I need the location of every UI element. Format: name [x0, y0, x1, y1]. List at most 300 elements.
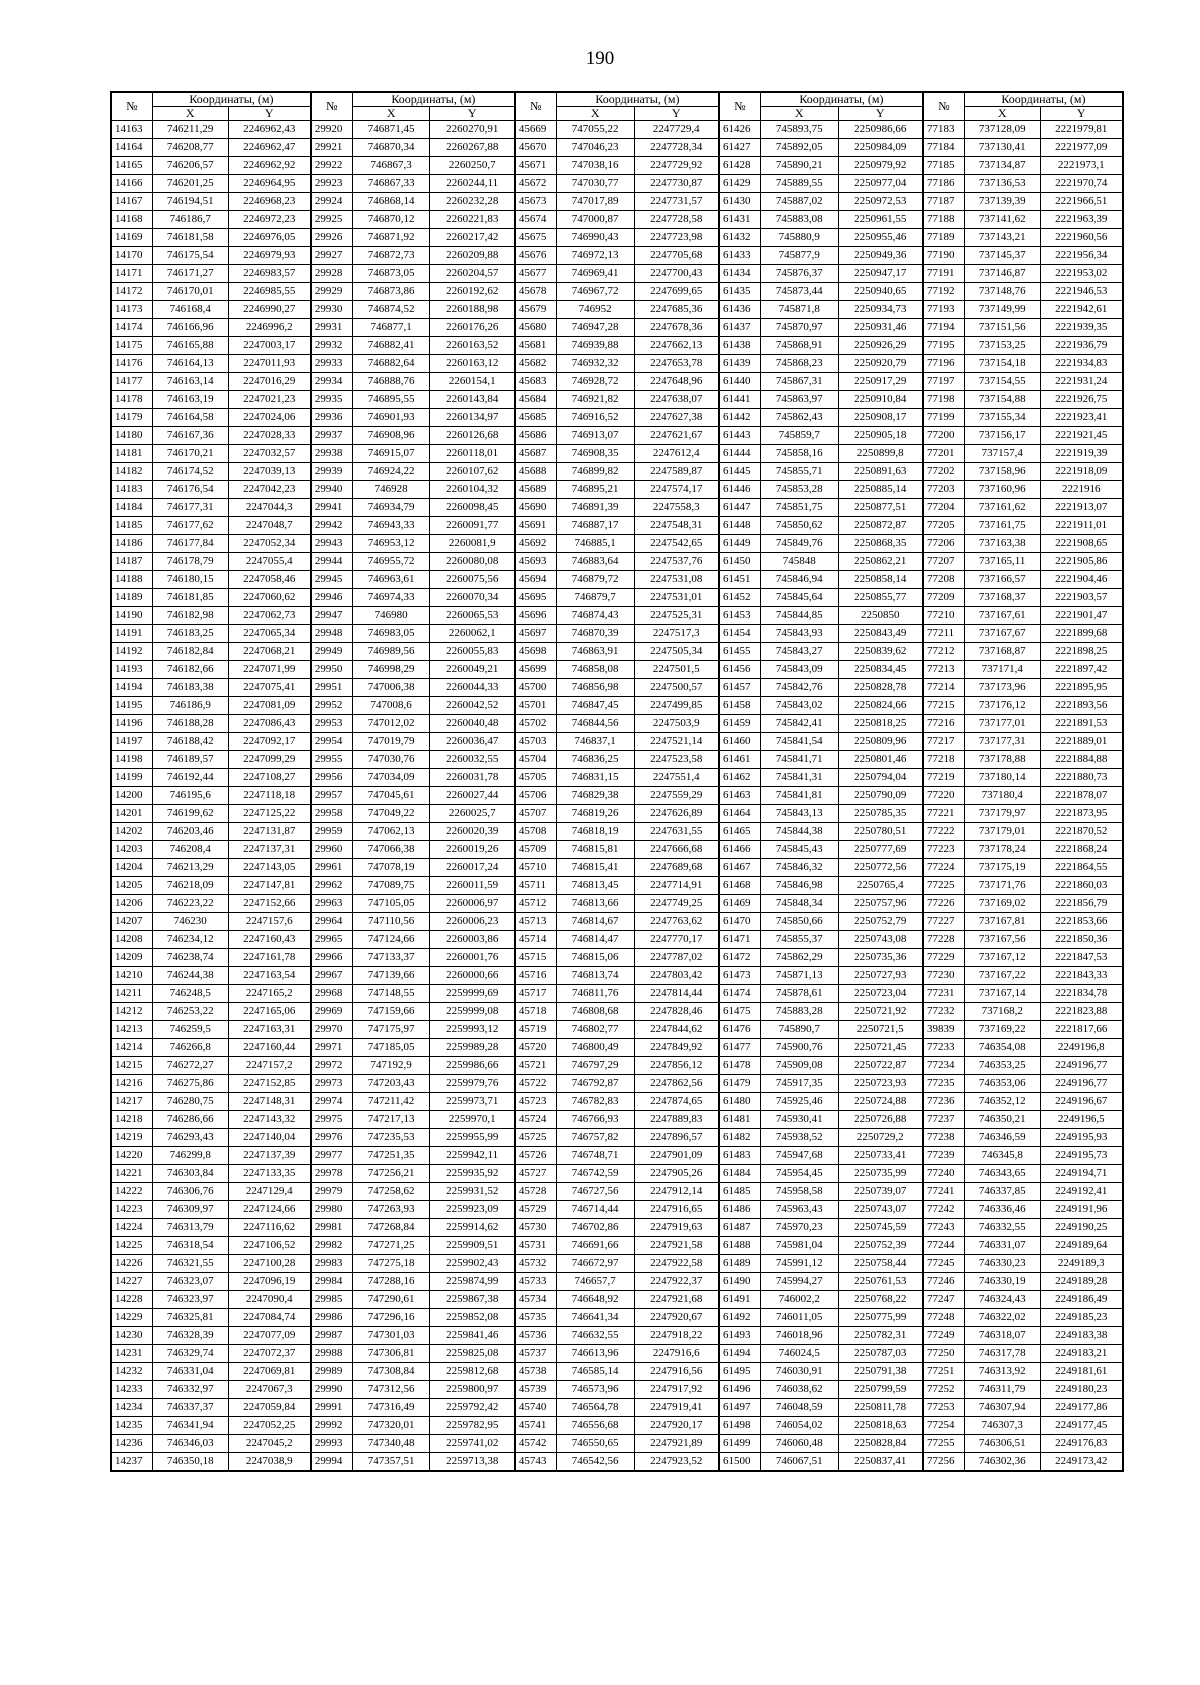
point-number-cell: 77238	[923, 1129, 964, 1147]
y-coordinate-cell: 2221864,55	[1040, 859, 1123, 877]
y-coordinate-cell: 2260081,9	[430, 535, 515, 553]
x-coordinate-cell: 747301,03	[352, 1327, 430, 1345]
table-row	[111, 589, 1123, 607]
y-coordinate-cell: 2250723,93	[838, 1075, 923, 1093]
table-row	[111, 913, 1123, 931]
y-coordinate-cell: 2250752,79	[838, 913, 923, 931]
x-coordinate-cell: 746199,62	[152, 805, 228, 823]
y-coordinate-cell: 2247052,25	[228, 1417, 311, 1435]
x-coordinate-cell: 746934,79	[352, 499, 430, 517]
y-coordinate-cell: 2250768,22	[838, 1291, 923, 1309]
y-coordinate-cell: 2247055,4	[228, 553, 311, 571]
x-coordinate-cell: 745855,37	[760, 931, 838, 949]
x-coordinate-cell: 746208,77	[152, 139, 228, 157]
point-number-cell: 14176	[111, 355, 152, 373]
table-row	[111, 1273, 1123, 1291]
x-coordinate-cell: 746331,04	[152, 1363, 228, 1381]
x-coordinate-cell: 737154,88	[964, 391, 1040, 409]
point-number-cell: 45701	[515, 697, 556, 715]
x-coordinate-cell: 745849,76	[760, 535, 838, 553]
point-number-cell: 29932	[311, 337, 352, 355]
point-number-cell: 45690	[515, 499, 556, 517]
y-coordinate-cell: 2247901,09	[634, 1147, 719, 1165]
x-coordinate-cell: 737167,14	[964, 985, 1040, 1003]
y-coordinate-cell: 2247523,58	[634, 751, 719, 769]
y-coordinate-cell: 2249196,8	[1040, 1039, 1123, 1057]
point-number-cell: 29938	[311, 445, 352, 463]
y-coordinate-cell: 2249191,96	[1040, 1201, 1123, 1219]
point-number-cell: 45699	[515, 661, 556, 679]
point-number-cell: 14188	[111, 571, 152, 589]
x-coordinate-cell: 746280,75	[152, 1093, 228, 1111]
y-coordinate-cell: 2250721,45	[838, 1039, 923, 1057]
x-coordinate-cell: 745843,02	[760, 697, 838, 715]
x-coordinate-cell: 737156,17	[964, 427, 1040, 445]
point-number-cell: 61432	[719, 229, 760, 247]
x-coordinate-cell: 745858,16	[760, 445, 838, 463]
y-coordinate-cell: 2247705,68	[634, 247, 719, 265]
y-coordinate-cell: 2247678,36	[634, 319, 719, 337]
point-number-cell: 29933	[311, 355, 352, 373]
y-coordinate-cell: 2221919,39	[1040, 445, 1123, 463]
point-number-cell: 61471	[719, 931, 760, 949]
x-coordinate-cell: 746757,82	[556, 1129, 634, 1147]
point-number-cell: 29948	[311, 625, 352, 643]
x-coordinate-cell: 746352,12	[964, 1093, 1040, 1111]
point-number-cell: 29992	[311, 1417, 352, 1435]
point-number-cell: 61485	[719, 1183, 760, 1201]
x-coordinate-cell: 745871,13	[760, 967, 838, 985]
point-number-cell: 77236	[923, 1093, 964, 1111]
x-coordinate-cell: 745853,28	[760, 481, 838, 499]
x-coordinate-cell: 746332,55	[964, 1219, 1040, 1237]
table-row	[111, 895, 1123, 913]
y-coordinate-cell: 2250743,08	[838, 931, 923, 949]
y-coordinate-cell: 2250862,21	[838, 553, 923, 571]
x-coordinate-cell: 746168,4	[152, 301, 228, 319]
y-coordinate-cell: 2250828,78	[838, 679, 923, 697]
point-number-cell: 29927	[311, 247, 352, 265]
x-coordinate-cell: 746932,32	[556, 355, 634, 373]
x-coordinate-cell: 746847,45	[556, 697, 634, 715]
y-coordinate-cell: 2221868,24	[1040, 841, 1123, 859]
y-coordinate-cell: 2250787,03	[838, 1345, 923, 1363]
point-number-cell: 61435	[719, 283, 760, 301]
y-coordinate-cell: 2259989,28	[430, 1039, 515, 1057]
y-coordinate-cell: 2250899,8	[838, 445, 923, 463]
point-number-cell: 77243	[923, 1219, 964, 1237]
point-number-cell: 14237	[111, 1453, 152, 1472]
table-row	[111, 1417, 1123, 1435]
point-number-cell: 77224	[923, 859, 964, 877]
table-row	[111, 553, 1123, 571]
y-coordinate-cell: 2259841,46	[430, 1327, 515, 1345]
x-coordinate-cell: 737167,12	[964, 949, 1040, 967]
x-coordinate-cell: 746766,93	[556, 1111, 634, 1129]
x-coordinate-cell: 746550,65	[556, 1435, 634, 1453]
y-coordinate-cell: 2247662,13	[634, 337, 719, 355]
point-number-cell: 14190	[111, 607, 152, 625]
x-coordinate-cell: 746048,59	[760, 1399, 838, 1417]
point-number-cell: 45720	[515, 1039, 556, 1057]
y-coordinate-cell: 2260118,01	[430, 445, 515, 463]
y-coordinate-cell: 2221979,81	[1040, 121, 1123, 139]
x-coordinate-cell: 737180,14	[964, 769, 1040, 787]
table-row	[111, 1039, 1123, 1057]
y-coordinate-cell: 2250984,09	[838, 139, 923, 157]
point-number-cell: 14189	[111, 589, 152, 607]
y-coordinate-cell: 2249192,41	[1040, 1183, 1123, 1201]
point-number-cell: 45737	[515, 1345, 556, 1363]
table-row	[111, 661, 1123, 679]
point-number-cell: 29934	[311, 373, 352, 391]
x-coordinate-cell: 737167,61	[964, 607, 1040, 625]
y-coordinate-cell: 2260232,28	[430, 193, 515, 211]
point-number-cell: 61441	[719, 391, 760, 409]
y-coordinate-cell: 2250850	[838, 607, 923, 625]
y-coordinate-cell: 2247653,78	[634, 355, 719, 373]
x-coordinate-cell: 747235,53	[352, 1129, 430, 1147]
point-number-cell: 77214	[923, 679, 964, 697]
point-number-cell: 61464	[719, 805, 760, 823]
x-coordinate-cell: 746867,33	[352, 175, 430, 193]
x-coordinate-cell: 747192,9	[352, 1057, 430, 1075]
point-number-cell: 77227	[923, 913, 964, 931]
x-coordinate-cell: 747049,22	[352, 805, 430, 823]
point-number-cell: 14201	[111, 805, 152, 823]
point-number-cell: 45727	[515, 1165, 556, 1183]
x-coordinate-cell: 745938,52	[760, 1129, 838, 1147]
x-coordinate-cell: 745981,04	[760, 1237, 838, 1255]
point-number-cell: 29937	[311, 427, 352, 445]
y-coordinate-cell: 2247856,12	[634, 1057, 719, 1075]
point-number-cell: 61429	[719, 175, 760, 193]
point-number-cell: 14214	[111, 1039, 152, 1057]
y-coordinate-cell: 2260204,57	[430, 265, 515, 283]
table-row	[111, 949, 1123, 967]
y-coordinate-cell: 2247531,01	[634, 589, 719, 607]
y-coordinate-cell: 2247916,6	[634, 1345, 719, 1363]
point-number-cell: 61491	[719, 1291, 760, 1309]
y-coordinate-cell: 2249177,45	[1040, 1417, 1123, 1435]
y-coordinate-cell: 2260040,48	[430, 715, 515, 733]
point-number-cell: 45731	[515, 1237, 556, 1255]
point-number-cell: 14215	[111, 1057, 152, 1075]
point-number-cell: 14228	[111, 1291, 152, 1309]
x-coordinate-cell: 746253,22	[152, 1003, 228, 1021]
table-row	[111, 499, 1123, 517]
number-column-header: №	[515, 92, 556, 121]
point-number-cell: 14223	[111, 1201, 152, 1219]
y-coordinate-cell: 2260036,47	[430, 733, 515, 751]
x-coordinate-cell: 746317,78	[964, 1345, 1040, 1363]
y-coordinate-cell: 2250791,38	[838, 1363, 923, 1381]
y-coordinate-cell: 2221856,79	[1040, 895, 1123, 913]
y-coordinate-cell: 2247038,9	[228, 1453, 311, 1472]
point-number-cell: 77219	[923, 769, 964, 787]
table-row	[111, 283, 1123, 301]
x-coordinate-cell: 745887,02	[760, 193, 838, 211]
point-number-cell: 61466	[719, 841, 760, 859]
y-coordinate-cell: 2221873,95	[1040, 805, 1123, 823]
table-row	[111, 859, 1123, 877]
y-coordinate-cell: 2260027,44	[430, 787, 515, 805]
x-coordinate-cell: 746901,93	[352, 409, 430, 427]
y-coordinate-cell: 2247500,57	[634, 679, 719, 697]
point-number-cell: 45682	[515, 355, 556, 373]
x-coordinate-cell: 747312,56	[352, 1381, 430, 1399]
y-coordinate-cell: 2247501,5	[634, 661, 719, 679]
y-coordinate-cell: 2260025,7	[430, 805, 515, 823]
x-coordinate-cell: 746916,52	[556, 409, 634, 427]
coordinates-group-header: Координаты, (м)	[760, 92, 923, 107]
point-number-cell: 29952	[311, 697, 352, 715]
table-row	[111, 1345, 1123, 1363]
y-coordinate-cell: 2247916,56	[634, 1363, 719, 1381]
y-coordinate-cell: 2247140,04	[228, 1129, 311, 1147]
point-number-cell: 45718	[515, 1003, 556, 1021]
point-number-cell: 61498	[719, 1417, 760, 1435]
x-column-header: X	[964, 107, 1040, 121]
table-row	[111, 1255, 1123, 1273]
point-number-cell: 29974	[311, 1093, 352, 1111]
y-coordinate-cell: 2247108,27	[228, 769, 311, 787]
x-coordinate-cell: 737141,62	[964, 211, 1040, 229]
point-number-cell: 14206	[111, 895, 152, 913]
y-coordinate-cell: 2260126,68	[430, 427, 515, 445]
x-coordinate-cell: 746888,76	[352, 373, 430, 391]
x-coordinate-cell: 746170,21	[152, 445, 228, 463]
y-coordinate-cell: 2247152,85	[228, 1075, 311, 1093]
point-number-cell: 29977	[311, 1147, 352, 1165]
y-coordinate-cell: 2247039,13	[228, 463, 311, 481]
point-number-cell: 61500	[719, 1453, 760, 1472]
table-row	[111, 391, 1123, 409]
y-coordinate-cell: 2247024,06	[228, 409, 311, 427]
y-coordinate-cell: 2221966,51	[1040, 193, 1123, 211]
x-coordinate-cell: 737169,02	[964, 895, 1040, 913]
x-coordinate-cell: 737171,4	[964, 661, 1040, 679]
point-number-cell: 14207	[111, 913, 152, 931]
y-coordinate-cell: 2259782,95	[430, 1417, 515, 1435]
point-number-cell: 77217	[923, 733, 964, 751]
point-number-cell: 14222	[111, 1183, 152, 1201]
y-coordinate-cell: 2250722,87	[838, 1057, 923, 1075]
point-number-cell: 45686	[515, 427, 556, 445]
x-coordinate-cell: 746266,8	[152, 1039, 228, 1057]
y-coordinate-cell: 2250855,77	[838, 589, 923, 607]
point-number-cell: 77241	[923, 1183, 964, 1201]
x-coordinate-cell: 746871,45	[352, 121, 430, 139]
x-coordinate-cell: 745883,28	[760, 1003, 838, 1021]
x-coordinate-cell: 746748,71	[556, 1147, 634, 1165]
point-number-cell: 14179	[111, 409, 152, 427]
x-coordinate-cell: 746858,08	[556, 661, 634, 679]
y-coordinate-cell: 2249190,25	[1040, 1219, 1123, 1237]
x-coordinate-cell: 746969,41	[556, 265, 634, 283]
x-coordinate-cell: 746874,52	[352, 301, 430, 319]
point-number-cell: 45693	[515, 553, 556, 571]
point-number-cell: 14183	[111, 481, 152, 499]
x-coordinate-cell: 746815,81	[556, 841, 634, 859]
y-coordinate-cell: 2221905,86	[1040, 553, 1123, 571]
point-number-cell: 61459	[719, 715, 760, 733]
y-coordinate-cell: 2247071,99	[228, 661, 311, 679]
x-coordinate-cell: 746323,97	[152, 1291, 228, 1309]
y-coordinate-cell: 2247077,09	[228, 1327, 311, 1345]
y-coordinate-cell: 2250872,87	[838, 517, 923, 535]
point-number-cell: 61446	[719, 481, 760, 499]
point-number-cell: 45733	[515, 1273, 556, 1291]
x-coordinate-cell: 737143,21	[964, 229, 1040, 247]
y-coordinate-cell: 2250931,46	[838, 319, 923, 337]
y-coordinate-cell: 2259713,38	[430, 1453, 515, 1472]
y-coordinate-cell: 2246990,27	[228, 301, 311, 319]
point-number-cell: 45714	[515, 931, 556, 949]
y-coordinate-cell: 2260031,78	[430, 769, 515, 787]
point-number-cell: 14197	[111, 733, 152, 751]
point-number-cell: 77255	[923, 1435, 964, 1453]
y-coordinate-cell: 2247096,19	[228, 1273, 311, 1291]
point-number-cell: 61463	[719, 787, 760, 805]
point-number-cell: 61465	[719, 823, 760, 841]
point-number-cell: 29991	[311, 1399, 352, 1417]
point-number-cell: 45735	[515, 1309, 556, 1327]
y-coordinate-cell: 2250745,59	[838, 1219, 923, 1237]
y-coordinate-cell: 2250721,5	[838, 1021, 923, 1039]
x-coordinate-cell: 737173,96	[964, 679, 1040, 697]
x-coordinate-cell: 746928	[352, 481, 430, 499]
point-number-cell: 61460	[719, 733, 760, 751]
point-number-cell: 61484	[719, 1165, 760, 1183]
table-row	[111, 1435, 1123, 1453]
y-coordinate-cell: 2260042,52	[430, 697, 515, 715]
point-number-cell: 61440	[719, 373, 760, 391]
y-coordinate-cell: 2260070,34	[430, 589, 515, 607]
y-coordinate-cell: 2250986,66	[838, 121, 923, 139]
x-coordinate-cell: 746181,85	[152, 589, 228, 607]
point-number-cell: 77233	[923, 1039, 964, 1057]
x-coordinate-cell: 745841,81	[760, 787, 838, 805]
x-coordinate-cell: 746885,1	[556, 535, 634, 553]
y-coordinate-cell: 2247862,56	[634, 1075, 719, 1093]
y-coordinate-cell: 2250723,04	[838, 985, 923, 1003]
x-coordinate-cell: 737175,19	[964, 859, 1040, 877]
point-number-cell: 14168	[111, 211, 152, 229]
y-coordinate-cell: 2221946,53	[1040, 283, 1123, 301]
y-coordinate-cell: 2260006,23	[430, 913, 515, 931]
point-number-cell: 29984	[311, 1273, 352, 1291]
x-coordinate-cell: 746318,07	[964, 1327, 1040, 1345]
point-number-cell: 29965	[311, 931, 352, 949]
x-coordinate-cell: 746346,59	[964, 1129, 1040, 1147]
x-coordinate-cell: 746178,79	[152, 553, 228, 571]
y-coordinate-cell: 2247048,7	[228, 517, 311, 535]
y-coordinate-cell: 2247521,14	[634, 733, 719, 751]
x-coordinate-cell: 746872,73	[352, 247, 430, 265]
x-coordinate-cell: 746691,66	[556, 1237, 634, 1255]
table-row	[111, 769, 1123, 787]
point-number-cell: 14166	[111, 175, 152, 193]
y-coordinate-cell: 2260188,98	[430, 301, 515, 319]
y-coordinate-cell: 2250979,92	[838, 157, 923, 175]
y-coordinate-cell: 2247626,89	[634, 805, 719, 823]
x-coordinate-cell: 746167,36	[152, 427, 228, 445]
x-coordinate-cell: 746067,51	[760, 1453, 838, 1472]
point-number-cell: 45736	[515, 1327, 556, 1345]
table-row	[111, 337, 1123, 355]
x-coordinate-cell: 746883,64	[556, 553, 634, 571]
point-number-cell: 14174	[111, 319, 152, 337]
point-number-cell: 77253	[923, 1399, 964, 1417]
x-coordinate-cell: 747017,89	[556, 193, 634, 211]
point-number-cell: 61474	[719, 985, 760, 1003]
point-number-cell: 77215	[923, 697, 964, 715]
point-number-cell: 29969	[311, 1003, 352, 1021]
table-row	[111, 751, 1123, 769]
x-coordinate-cell: 746337,37	[152, 1399, 228, 1417]
x-coordinate-cell: 746873,86	[352, 283, 430, 301]
y-coordinate-cell: 2247537,76	[634, 553, 719, 571]
y-coordinate-cell: 2250729,2	[838, 1129, 923, 1147]
point-number-cell: 14234	[111, 1399, 152, 1417]
point-number-cell: 29944	[311, 553, 352, 571]
point-number-cell: 77222	[923, 823, 964, 841]
point-number-cell: 29966	[311, 949, 352, 967]
x-coordinate-cell: 747078,19	[352, 859, 430, 877]
x-coordinate-cell: 745863,97	[760, 391, 838, 409]
x-coordinate-cell: 746714,44	[556, 1201, 634, 1219]
x-coordinate-cell: 747062,13	[352, 823, 430, 841]
point-number-cell: 29970	[311, 1021, 352, 1039]
table-row	[111, 1237, 1123, 1255]
y-coordinate-cell: 2247147,81	[228, 877, 311, 895]
y-coordinate-cell: 2249189,3	[1040, 1255, 1123, 1273]
y-coordinate-cell: 2250949,36	[838, 247, 923, 265]
x-coordinate-cell: 746782,83	[556, 1093, 634, 1111]
x-coordinate-cell: 745843,09	[760, 661, 838, 679]
x-coordinate-cell: 746844,56	[556, 715, 634, 733]
table-row	[111, 175, 1123, 193]
x-coordinate-cell: 745925,46	[760, 1093, 838, 1111]
y-coordinate-cell: 2260221,83	[430, 211, 515, 229]
y-coordinate-cell: 2246979,93	[228, 247, 311, 265]
point-number-cell: 14208	[111, 931, 152, 949]
x-column-header: X	[352, 107, 430, 121]
point-number-cell: 77239	[923, 1147, 964, 1165]
point-number-cell: 29946	[311, 589, 352, 607]
point-number-cell: 61492	[719, 1309, 760, 1327]
y-coordinate-cell: 2249196,67	[1040, 1093, 1123, 1111]
y-coordinate-cell: 2250726,88	[838, 1111, 923, 1129]
point-number-cell: 61499	[719, 1435, 760, 1453]
y-coordinate-cell: 2250977,04	[838, 175, 923, 193]
y-coordinate-cell: 2259993,12	[430, 1021, 515, 1039]
y-coordinate-cell: 2221923,41	[1040, 409, 1123, 427]
x-coordinate-cell: 746800,49	[556, 1039, 634, 1057]
point-number-cell: 14172	[111, 283, 152, 301]
point-number-cell: 77198	[923, 391, 964, 409]
point-number-cell: 61473	[719, 967, 760, 985]
point-number-cell: 61439	[719, 355, 760, 373]
y-coordinate-cell: 2247731,57	[634, 193, 719, 211]
x-coordinate-cell: 747012,02	[352, 715, 430, 733]
y-coordinate-cell: 2221903,57	[1040, 589, 1123, 607]
x-coordinate-cell: 745890,7	[760, 1021, 838, 1039]
point-number-cell: 45688	[515, 463, 556, 481]
y-coordinate-cell: 2247749,25	[634, 895, 719, 913]
point-number-cell: 14178	[111, 391, 152, 409]
